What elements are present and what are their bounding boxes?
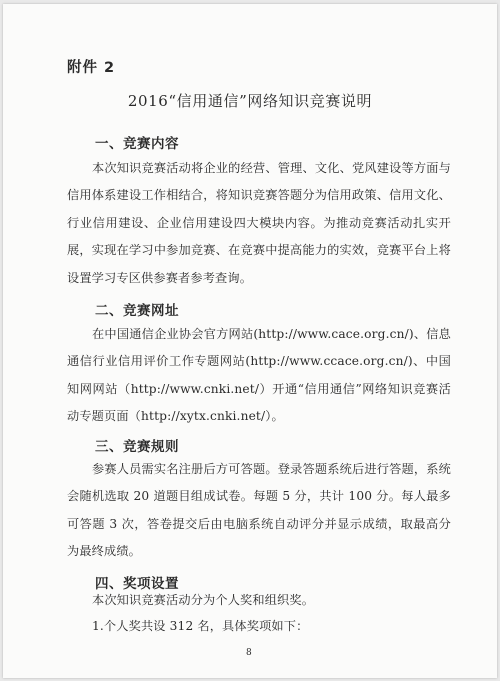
document-title: 2016“信用通信”网络知识竞赛说明 xyxy=(127,92,373,110)
section-heading-rules: 三、竞赛规则 xyxy=(95,439,179,455)
section-heading-content: 一、竞赛内容 xyxy=(95,136,179,152)
section-heading-website: 二、竞赛网址 xyxy=(95,303,179,319)
section-paragraph-personal-award: 1.个人奖共设 312 名，具体奖项如下： xyxy=(92,619,309,633)
section-paragraph-content: 本次知识竞赛活动将企业的经营、管理、文化、党风建设等方面与信用体系建设工作相结合，将知识竞赛答题分为信用政策、信用文化、行业信用建设、企业信用建设四大模块内容。为推动竞赛活动扎实开展，实现在学习中参加竞赛、在竞赛中提高能力的实效，竞赛平台上将设置学习专区供参赛者参考查询。 xyxy=(67,161,451,285)
page-number: 8 xyxy=(246,648,252,658)
section-heading-awards: 四、奖项设置 xyxy=(95,576,179,592)
attachment-label: 附件 2 xyxy=(67,60,116,76)
document-page xyxy=(3,4,497,678)
section-paragraph-awards-intro: 本次知识竞赛活动分为个人奖和组织奖。 xyxy=(92,593,315,607)
section-paragraph-rules: 参赛人员需实名注册后方可答题。登录答题系统后进行答题，系统会随机选取 20 道题目组成试卷。每题 5 分，共计 100 分。每人最多可答题 3 次，答卷提交后由电脑系统自动评分并显示成绩，取最高分为最终成绩。 xyxy=(67,462,451,559)
section-paragraph-website: 在中国通信企业协会官方网站(http://www.cace.org.cn/)、信息通信行业信用评价工作专题网站(http://www.ccace.org.cn/)、中国知网网站（http://www.cnki.net/）开通“信用通信”网络知识竞赛活动专题页面（http://xytx.cnki.net/）。 xyxy=(67,327,451,424)
